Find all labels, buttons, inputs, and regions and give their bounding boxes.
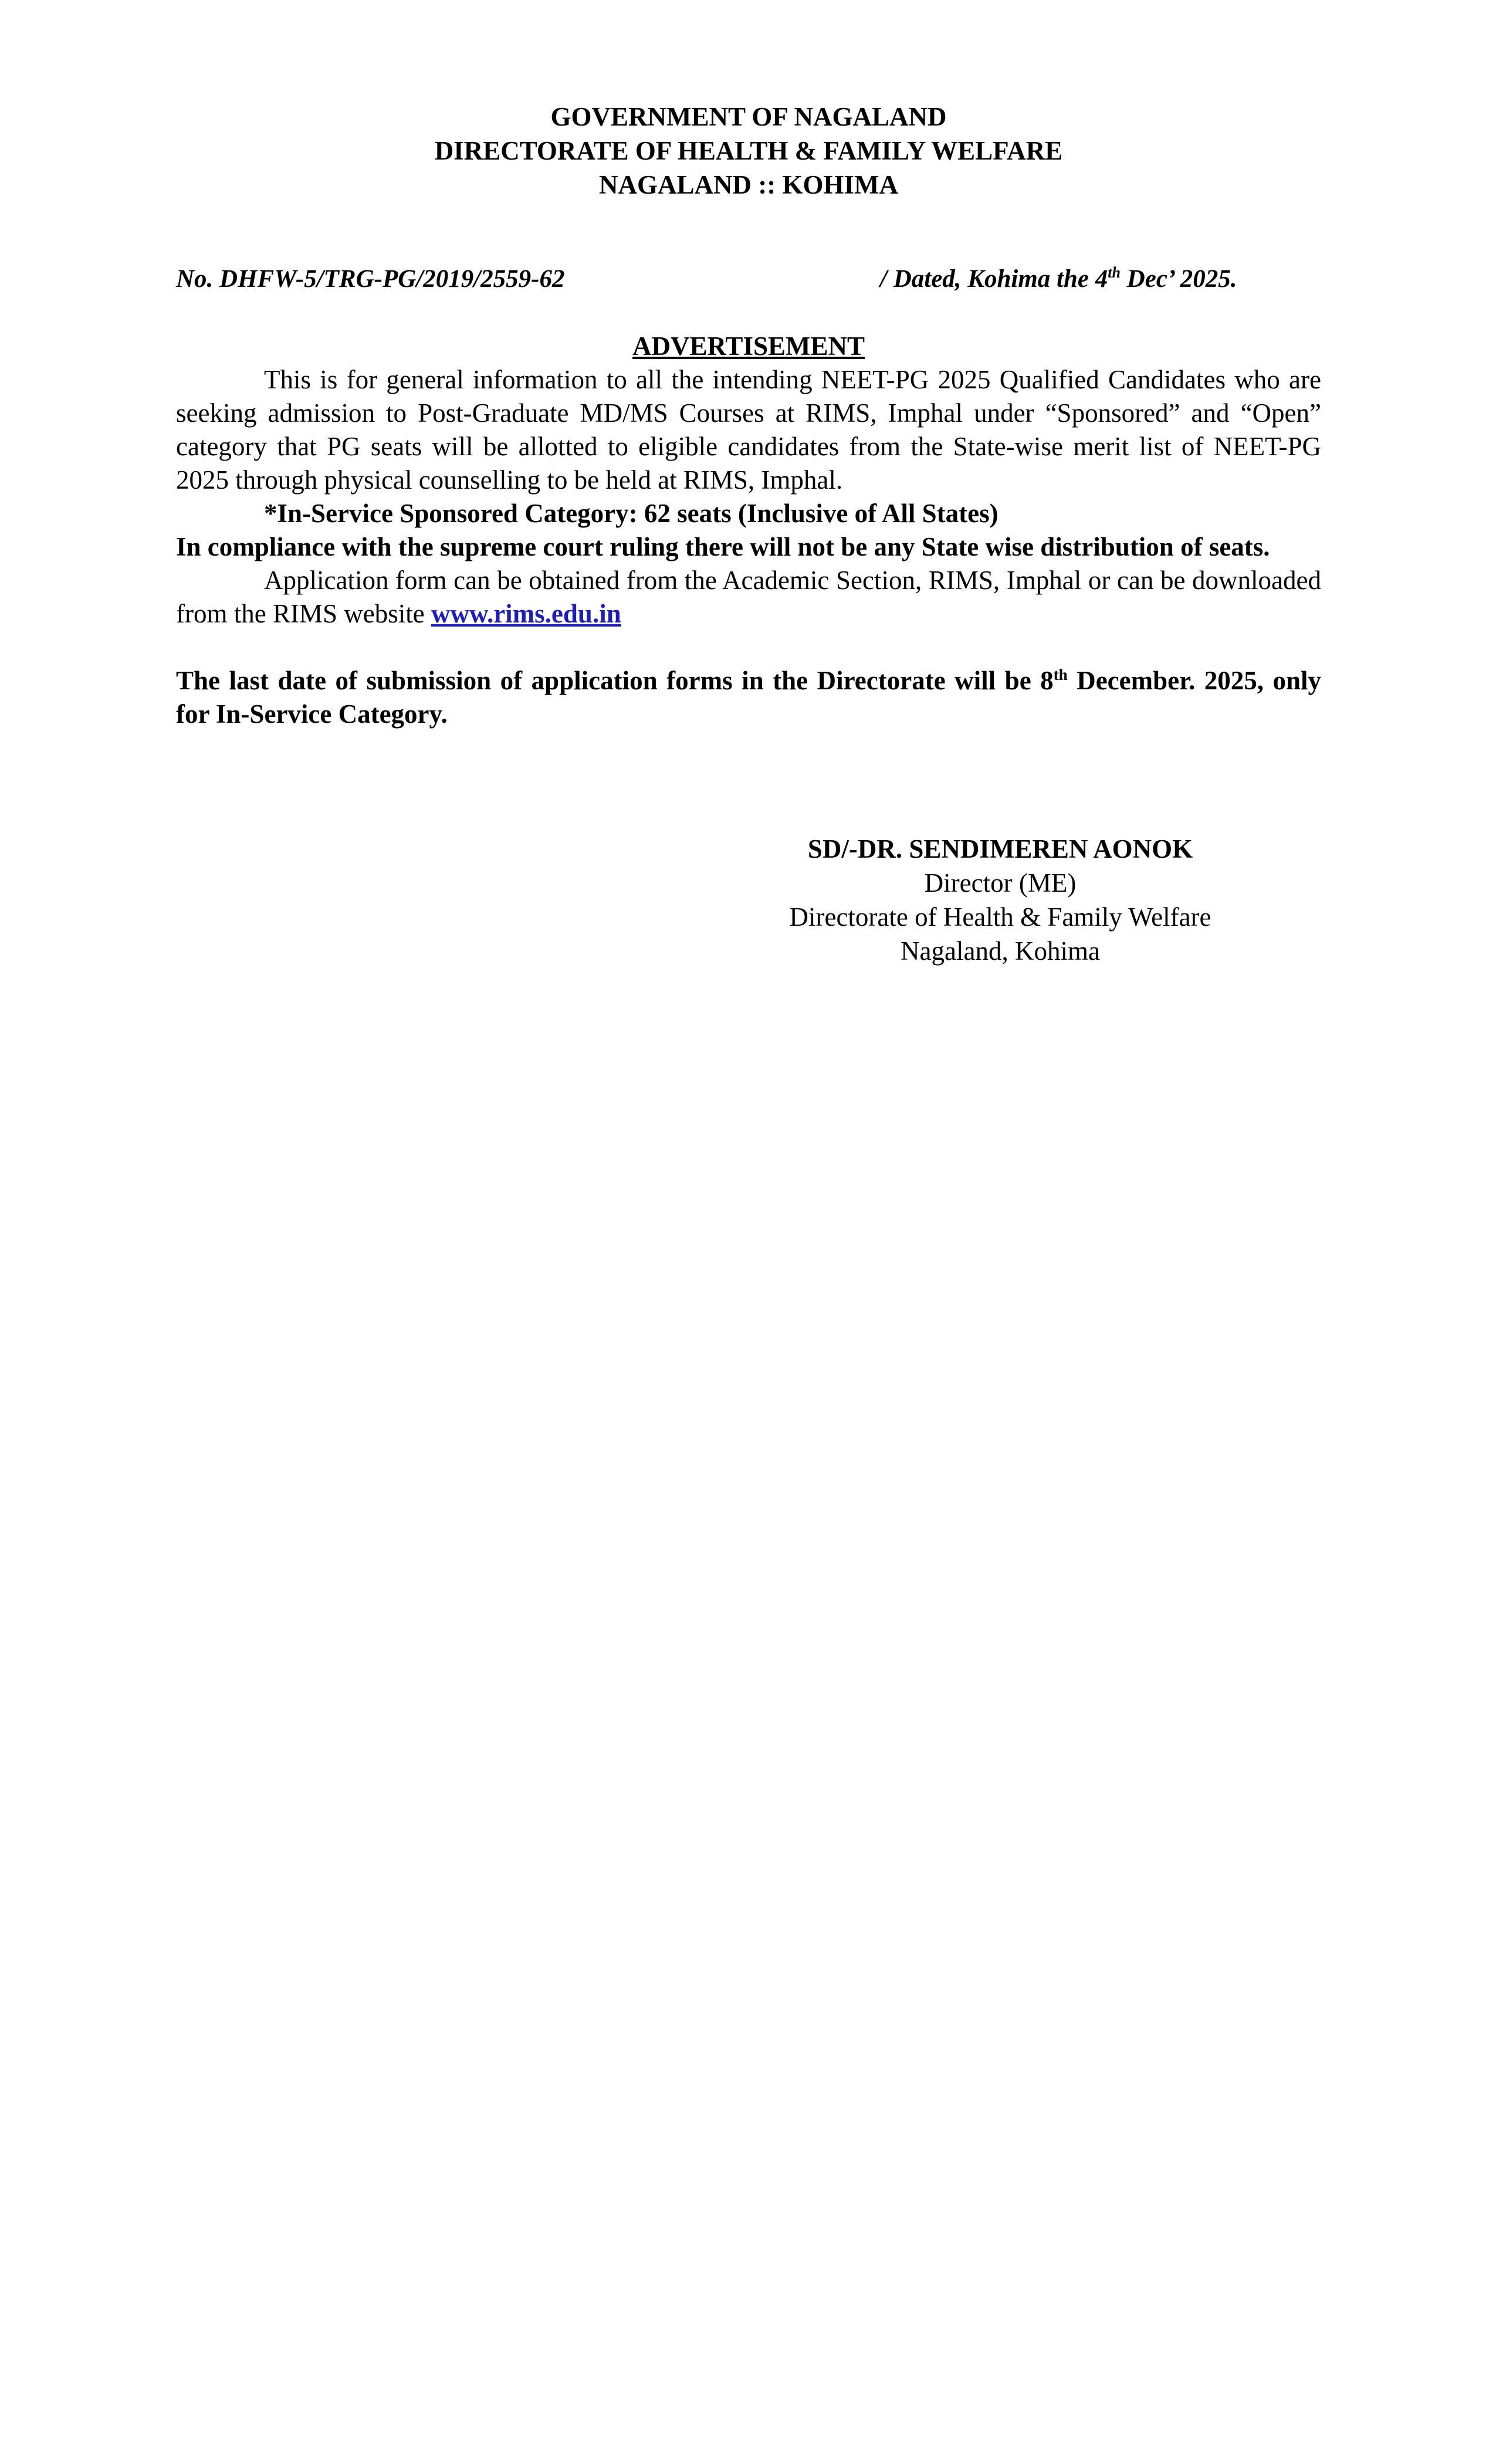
reference-date — [880, 263, 1237, 296]
intro-paragraph: This is for general information to all the intending NEET-PG 2025 Qualified Candidates who are seeking admission to Post-Graduate MD/MS Courses at RIMS, Imphal under “Sponsored” and “Open” category that PG seats will be allotted to eligible candidates from the State-wise merit list of NEET-PG 2025 through physical counselling to be held at RIMS, Imphal. — [176, 365, 1321, 495]
deadline-prefix: The last date of submission of application forms in the Directorate will be 8 — [176, 666, 1054, 695]
signatory-office: Directorate of Health & Family Welfare — [789, 902, 1211, 932]
reference-date-sup: th — [1108, 264, 1121, 281]
paragraph-gap — [176, 631, 1321, 664]
letterhead — [176, 100, 1321, 202]
document-page — [176, 0, 1321, 2464]
signatory-name: SD/-DR. SENDIMEREN AONOK — [807, 834, 1193, 864]
signatory-designation: Director (ME) — [924, 868, 1077, 898]
letterhead-government: GOVERNMENT OF NAGALAND — [550, 102, 947, 131]
advertisement-title: ADVERTISEMENT — [632, 331, 865, 361]
deadline-suffix: December. 2025, only for In-Service Category. — [176, 666, 1321, 729]
deadline-paragraph — [176, 664, 1321, 731]
compliance-paragraph: In compliance with the supreme court ruling there will not be any State wise distribution of seats. — [176, 532, 1270, 561]
reference-date-prefix: / Dated, Kohima the 4 — [880, 265, 1108, 293]
signature-block — [754, 832, 1247, 968]
deadline-sup: th — [1053, 666, 1068, 683]
reference-number: No. DHFW-5/TRG-PG/2019/2559-62 — [176, 265, 565, 293]
reference-date-suffix: Dec’ 2025. — [1120, 265, 1237, 293]
advertisement-body — [176, 330, 1321, 731]
seats-line: *In-Service Sponsored Category: 62 seats (Inclusive of All States) — [264, 499, 999, 528]
letterhead-directorate: DIRECTORATE OF HEALTH & FAMILY WELFARE — [434, 136, 1063, 165]
application-paragraph — [176, 564, 1321, 631]
website-link[interactable]: www.rims.edu.in — [431, 599, 621, 628]
letterhead-location: NAGALAND :: KOHIMA — [599, 170, 898, 199]
signatory-place: Nagaland, Kohima — [901, 936, 1100, 966]
application-text: Application form can be obtained from the Academic Section, RIMS, Imphal or can be downloaded from the RIMS website — [176, 566, 1321, 628]
